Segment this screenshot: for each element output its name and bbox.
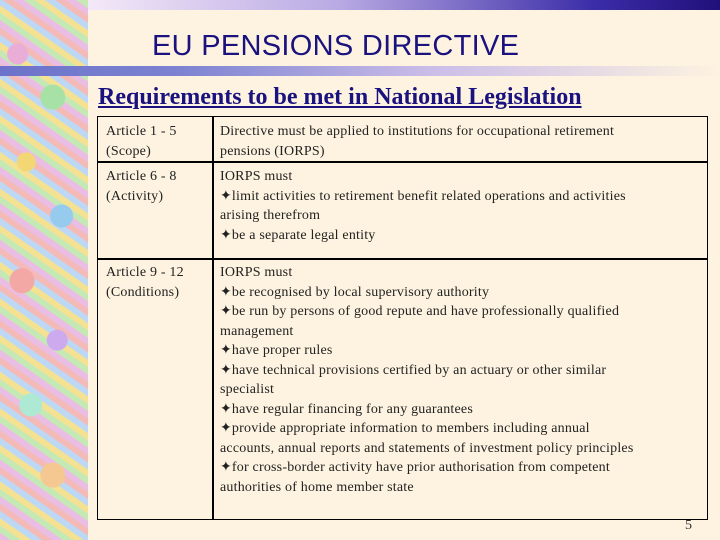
article-number: Article 6 - 8 <box>106 169 177 184</box>
requirement-bullet-line: ✦be a separate legal entity <box>220 227 376 243</box>
article-topic: (Scope) <box>106 143 151 159</box>
article-topic: (Conditions) <box>106 284 180 300</box>
requirement-bullet-line: ✦be run by persons of good repute and have professionally qualified <box>220 304 620 319</box>
requirement-line: accounts, annual reports and statements of investment policy principles <box>220 440 634 456</box>
requirement-line: arising therefrom <box>220 208 321 223</box>
requirement-line: authorities of home member state <box>220 479 414 495</box>
title-accent-bar <box>0 66 720 76</box>
requirement-bullet-line: ✦provide appropriate information to members including annual <box>220 421 590 436</box>
requirement-bullet-line: ✦have proper rules <box>220 343 333 358</box>
table-row-divider <box>97 161 708 163</box>
table-row-divider <box>97 258 708 260</box>
requirement-line: specialist <box>220 382 275 397</box>
row-requirement-cell <box>220 263 700 497</box>
requirement-line: IORPS must <box>220 169 293 184</box>
requirement-line: management <box>220 323 294 339</box>
row-article-cell <box>106 263 210 302</box>
requirement-bullet-line: ✦have regular financing for any guarantees <box>220 401 473 417</box>
article-topic: (Activity) <box>106 188 164 204</box>
table-column-divider <box>212 116 214 520</box>
slide-subtitle: Requirements to be met in National Legislation <box>98 84 582 110</box>
row-article-cell <box>106 122 210 161</box>
article-number: Article 1 - 5 <box>106 124 177 139</box>
article-number: Article 9 - 12 <box>106 265 184 280</box>
requirement-line: Directive must be applied to institutions for occupational retirement <box>220 124 615 139</box>
requirement-bullet-line: ✦have technical provisions certified by an actuary or other similar <box>220 362 607 378</box>
row-article-cell <box>106 167 210 206</box>
slide-title: EU PENSIONS DIRECTIVE <box>152 30 520 62</box>
row-requirement-cell <box>220 167 700 245</box>
decorative-side-strip <box>0 0 88 540</box>
requirement-bullet-line: ✦limit activities to retirement benefit related operations and activities <box>220 188 626 204</box>
top-gradient-bar <box>88 0 720 10</box>
requirement-bullet-line: ✦for cross-border activity have prior authorisation from competent <box>220 460 610 475</box>
requirement-line: IORPS must <box>220 265 293 280</box>
row-requirement-cell <box>220 122 700 161</box>
page-number: 5 <box>685 518 692 533</box>
requirement-line: pensions (IORPS) <box>220 143 325 159</box>
requirement-bullet-line: ✦be recognised by local supervisory authority <box>220 284 490 300</box>
